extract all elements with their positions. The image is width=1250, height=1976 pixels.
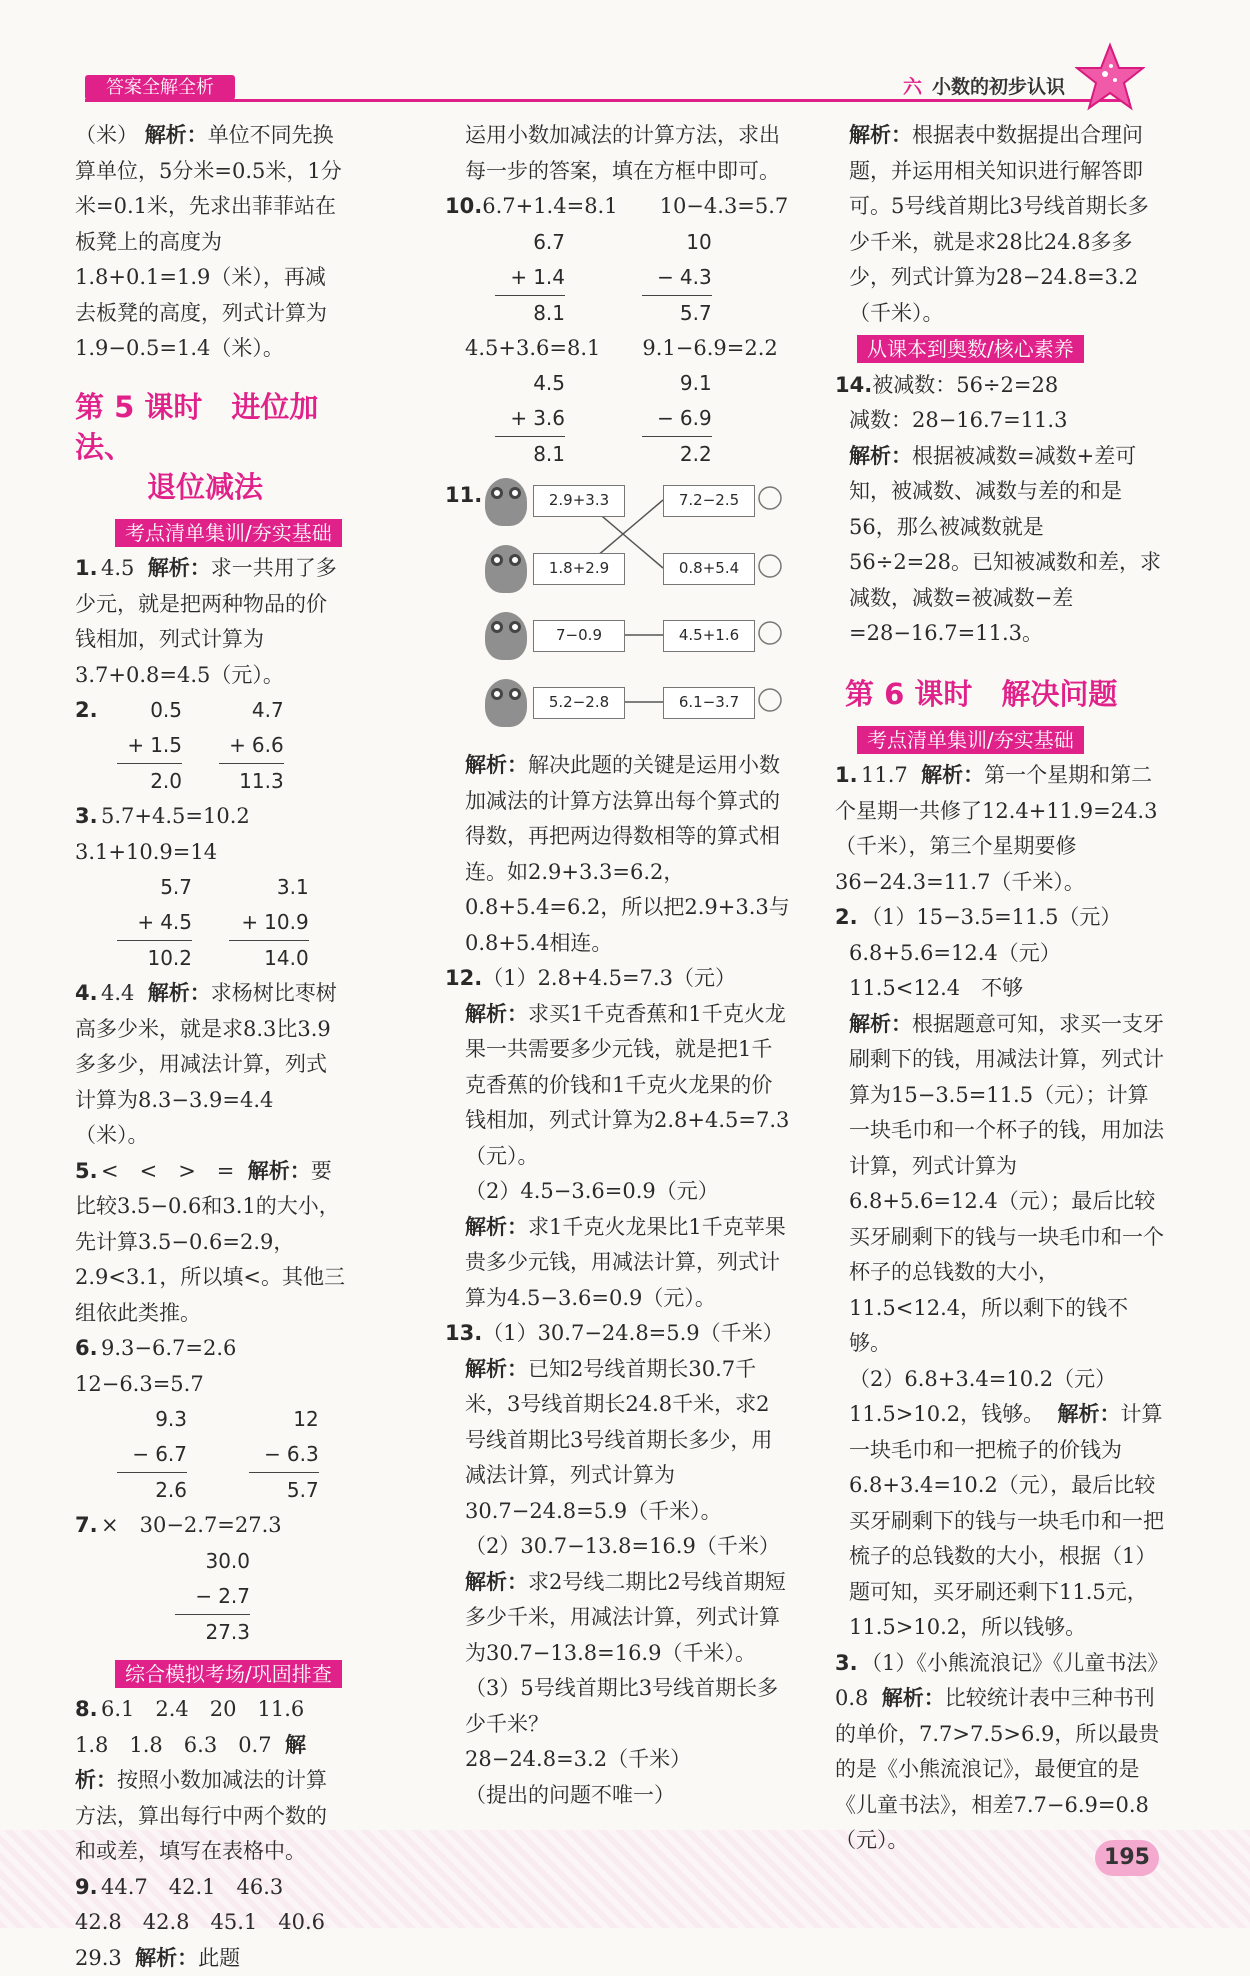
answer-item: 1. 11.7 解析：第一个星期和第二个星期一共修了12.4+11.9=24.3（千米），第三个星期要修36−24.3=11.7（千米）。 — [835, 758, 1165, 900]
answer-item: 10.6.7+1.4=8.1 10−4.3=5.7 — [445, 189, 790, 225]
bird-icon — [755, 478, 789, 748]
vertical-calc: 30.0 − 2.7 27.3 — [175, 1544, 250, 1650]
section-band: 考点清单集训/夯实基础 — [857, 726, 1084, 754]
answer-item: 9. 44.7 42.1 46.3 42.8 42.8 45.1 40.6 29.3 解析：此题 — [75, 1870, 345, 1976]
header-rule — [85, 99, 1130, 102]
header-band: 答案全解全析 — [85, 75, 235, 100]
answer-item: 14.被减数：56÷2=28 — [835, 368, 1165, 404]
right-expression: 7.2−2.5 — [663, 485, 755, 517]
left-expression: 5.2−2.8 — [533, 687, 625, 719]
left-expression: 2.9+3.3 — [533, 485, 625, 517]
section-band: 从课本到奥数/核心素养 — [857, 335, 1084, 363]
answer-item: 13.（1）30.7−24.8=5.9（千米） — [445, 1316, 790, 1352]
owl-icon — [485, 679, 527, 727]
section-band: 考点清单集训/夯实基础 — [115, 519, 342, 547]
lesson-5-title: 第 5 课时 进位加法、 退位减法 — [75, 387, 345, 507]
matching-diagram: 11. 2.9+3.3 1.8+2.9 7−0.9 5.2−2.8 7.2−2.5 0.8+5.4 4.5+1.6 6.1−3.7 — [445, 478, 790, 748]
vertical-calc: 3.1 + 10.9 14.0 — [229, 870, 309, 976]
star-icon — [1075, 42, 1145, 112]
answer-item: 8. 6.1 2.4 20 11.6 1.8 1.8 6.3 0.7 解析：按照小数加减法的计算方法，算出每行中两个数的和或差，填写在表格中。 — [75, 1692, 345, 1870]
chapter-title: 小数的初步认识 — [932, 76, 1065, 98]
right-expression: 4.5+1.6 — [663, 620, 755, 652]
chapter-number: 六 — [903, 76, 922, 98]
explanation: 解析：解决此题的关键是运用小数加减法的计算方法算出每个算式的得数，再把两边得数相等的算式相连。如2.9+3.3=6.2，0.8+5.4=6.2，所以把2.9+3.3与0.8+5.4相连。 — [445, 748, 790, 961]
owl-icon — [485, 612, 527, 660]
answer-item: 6. 9.3−6.7=2.6 12−6.3=5.7 — [75, 1331, 345, 1402]
vertical-calc: 12 − 6.3 5.7 — [249, 1402, 319, 1508]
owl-icon — [485, 545, 527, 593]
vertical-calc: 4.5 + 3.6 8.1 — [495, 366, 565, 472]
column-2: 运用小数加减法的计算方法，求出每一步的答案，填在方框中即可。 10.6.7+1.4=8.1 10−4.3=5.7 6.7 + 1.4 8.1 10 − 4.3 5.7 4.5+3.6=8.1 9.1−6.9=2.2 4.5 + 3.6 8.1 9.1 − 6.9 2.2 11. 2.9+3.3 1.8+2.9 7−0.9 5.2−2.8 7.2−2.5 0.8+5.4 4.5+1.6 6.1−3.7 解析：解决此题的关键是运用小数加减法的计算方法算出每个算式的得数，再把两边得数相等的算式相连。如2.9+3.3=6.2，0.8+5.4=6.2，所以把2.9+3.3与0.8+5.4相连。 12.（1）2.8+4.5=7.3（元） 解析：求买1千克香蕉和1千克火龙果一共需要多少元钱，就是把1千克香蕉的价钱和1千克火龙果的价钱相加，列式计算为2.8+4.5=7.3（元）。 （2）4.5−3.6=0.9（元） 解析：求1千克火龙果比1千克苹果贵多少元钱，用减法计算，列式计算为4.5−3.6=0.9（元）。 13.（1）30.7−24.8=5.9（千米） 解析：已知2号线首期长30.7千米，3号线首期长24.8千米，求2号线首期比3号线首期长多少，用减法计算，列式计算为30.7−24.8=5.9（千米）。 （2）30.7−13.8=16.9（千米） 解析：求2号线二期比2号线首期短多少千米，用减法计算，列式计算为30.7−13.8=16.9（千米）。 （3）5号线首期比3号线首期长多少千米？ 28−24.8=3.2（千米） （提出的问题不唯一） — [445, 118, 790, 1813]
right-expression: 0.8+5.4 — [663, 553, 755, 585]
answer-item: 5. < < > = 解析：要比较3.5−0.6和3.1的大小，先计算3.5−0.6=2.9，2.9<3.1，所以填<。其他三组依此类推。 — [75, 1154, 345, 1332]
vertical-calc: 9.3 − 6.7 2.6 — [117, 1402, 187, 1508]
section-band: 综合模拟考场/巩固排查 — [115, 1660, 342, 1688]
right-expression: 6.1−3.7 — [663, 687, 755, 719]
vertical-calc: 5.7 + 4.5 10.2 — [117, 870, 192, 976]
left-expression: 1.8+2.9 — [533, 553, 625, 585]
owl-icon — [485, 478, 527, 526]
answer-item: 2. （1）15−3.5=11.5（元） — [835, 900, 1165, 936]
answer-item: 4. 4.4 解析：求杨树比枣树高多少米，就是求8.3比3.9多多少，用减法计算，列式计算为8.3−3.9=4.4（米）。 — [75, 976, 345, 1154]
answer-item: 1. 4.5 解析：求一共用了多少元，就是把两种物品的价钱相加，列式计算为3.7+0.8=4.5（元）。 — [75, 551, 345, 693]
left-expression: 7−0.9 — [533, 620, 625, 652]
column-3: 解析：根据表中数据提出合理问题，并运用相关知识进行解答即可。5号线首期比3号线首期长多少千米，就是求28比24.8多多少，列式计算为28−24.8=3.2（千米）。 从课本到奥数/核心素养 14.被减数：56÷2=28 减数：28−16.7=11.3 解析：根据被减数=减数+差可知，被减数、减数与差的和是56，那么被减数就是56÷2=28。已知被减数和差，求减数，减数=被减数−差=28−16.7=11.3。 第 6 课时 解决问题 考点清单集训/夯实基础 1. 11.7 解析：第一个星期和第二个星期一共修了12.4+11.9=24.3（千米），第三个星期要修36−24.3=11.7（千米）。 2. （1）15−3.5=11.5（元） 6.8+5.6=12.4（元） 11.5<12.4 不够 解析：根据题意可知，求买一支牙刷剩下的钱，用减法计算，列式计算为15−3.5=11.5（元）；计算一块毛巾和一个杯子的钱，用加法计算，列式计算为6.8+5.6=12.4（元）；最后比较买牙刷剩下的钱与一块毛巾和一个杯子的总钱数的大小，11.5<12.4，所以剩下的钱不够。 （2）6.8+3.4=10.2（元） 11.5>10.2，钱够。 解析：计算一块毛巾和一把梳子的价钱为6.8+3.4=10.2（元），最后比较买牙刷剩下的钱与一块毛巾和一把梳子的总钱数的大小，根据（1）题可知，买牙刷还剩下11.5元，11.5>10.2，所以钱够。 3. （1）《小熊流浪记》《儿童书法》 0.8 解析：比较统计表中三种书刊的单价，7.7>7.5>6.9，所以最贵的是《小熊流浪记》，最便宜的是《儿童书法》，相差7.7−6.9=0.8（元）。 — [835, 118, 1165, 1859]
vertical-calc: 9.1 − 6.9 2.2 — [642, 366, 712, 472]
lesson-6-title: 第 6 课时 解决问题 — [835, 674, 1165, 714]
answer-item: 12.（1）2.8+4.5=7.3（元） — [445, 961, 790, 997]
vertical-calc: 10 − 4.3 5.7 — [642, 225, 712, 331]
vertical-calc: 4.7 + 6.6 11.3 — [219, 693, 284, 799]
column-1: （米） 解析：单位不同先换算单位，5分米=0.5米，1分米=0.1米，先求出菲菲站在板凳上的高度为1.8+0.1=1.9（米），再减去板凳的高度，列式计算为1.9−0.5=1.4（米）。 第 5 课时 进位加法、 退位减法 考点清单集训/夯实基础 1. 4.5 解析：求一共用了多少元，就是把两种物品的价钱相加，列式计算为3.7+0.8=4.5（元）。 2. 0.5 + 1.5 2.0 4.7 + 6.6 11.3 3. 5.7+4.5=10.2 3.1+10.9=14 5.7 + 4.5 10.2 3.1 + 10.9 14.0 4. 4.4 解析：求杨树比枣树高多少米，就是求8.3比3.9多多少，用减法计算，列式计算为8.3−3.9=4.4（米）。 5. < < > = 解析：要比较3.5−0.6和3.1的大小，先计算3.5−0.6=2.9，2.9<3.1，所以填<。其他三组依此类推。 6. 9.3−6.7=2.6 12−6.3=5.7 9.3 − 6.7 2.6 12 − 6.3 5.7 7. × 30−2.7=27.3 30.0 − 2.7 27.3 综合模拟考场/巩固排查 8. 6.1 2.4 20 11.6 1.8 1.8 6.3 0.7 解析：按照小数加减法的计算方法，算出每行中两个数的和或差，填写在表格中。 9. 44.7 42.1 46.3 42.8 42.8 45.1 40.6 29.3 解析：此题 — [75, 118, 345, 1976]
chapter-header — [903, 72, 1065, 99]
vertical-calc: 0.5 + 1.5 2.0 — [117, 693, 182, 799]
answer-item: 3. 5.7+4.5=10.2 3.1+10.9=14 — [75, 799, 345, 870]
page-number: 195 — [1095, 1840, 1159, 1876]
answer-item: 2. 0.5 + 1.5 2.0 4.7 + 6.6 11.3 — [75, 693, 345, 799]
answer-item: 3. （1）《小熊流浪记》《儿童书法》 0.8 解析：比较统计表中三种书刊的单价，7.7>7.5>6.9，所以最贵的是《小熊流浪记》，最便宜的是《儿童书法》，相差7.7−6.9=0.8（元）。 — [835, 1646, 1165, 1859]
vertical-calc: 6.7 + 1.4 8.1 — [495, 225, 565, 331]
answer-item: 7. × 30−2.7=27.3 — [75, 1508, 345, 1544]
